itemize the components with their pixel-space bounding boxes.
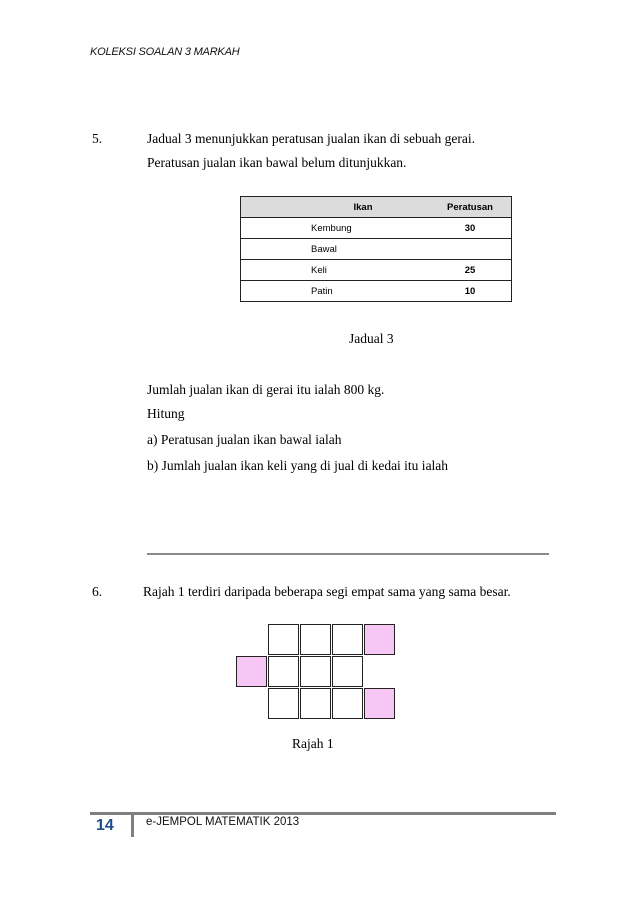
page-number: 14 [96,817,114,834]
grid-square [332,624,363,655]
table-cell-fish: Bawal [297,239,429,260]
question-5-line-2: Peratusan jualan ikan bawal belum ditunjukkan. [147,155,407,170]
table-row [241,218,512,239]
grid-square [332,656,363,687]
table-cell-fish: Keli [297,260,429,281]
table-cell-percentage: 10 [429,281,512,302]
table-row [241,260,512,281]
footer-text: e-JEMPOL MATEMATIK 2013 [146,816,300,828]
footer-rule [90,812,556,815]
grid-square-shaded [364,688,395,719]
table-cell-fish: Kembung [297,218,429,239]
table-cell-fish: Patin [297,281,429,302]
grid-square [300,688,331,719]
question-5-part-b: b) Jumlah jualan ikan keli yang di jual di kedai itu ialah [147,458,449,473]
question-6-line-1: Rajah 1 terdiri daripada beberapa segi empat sama yang sama besar. [143,584,511,599]
sales-percentage-table [240,196,512,302]
figure-caption: Rajah 1 [292,736,334,751]
table-header-spacer [241,197,298,218]
grid-square [268,624,299,655]
grid-square-shaded [236,656,267,687]
grid-square [268,656,299,687]
grid-square [300,656,331,687]
table-cell-percentage: 25 [429,260,512,281]
table-caption: Jadual 3 [349,331,394,346]
question-5-number: 5. [92,131,103,146]
table-header-ikan: Ikan [297,197,429,218]
table-row [241,239,512,260]
table-row [241,281,512,302]
table-cell-percentage [429,239,512,260]
question-5-body-2: Hitung [147,406,185,421]
question-6-number: 6. [92,584,103,599]
question-5-part-a: a) Peratusan jualan ikan bawal ialah [147,432,342,447]
grid-square [300,624,331,655]
footer-separator [131,815,134,837]
grid-square [332,688,363,719]
question-5-line-1: Jadual 3 menunjukkan peratusan jualan ikan di sebuah gerai. [147,131,476,146]
grid-square-shaded [364,624,395,655]
answer-divider [147,553,549,555]
running-header: KOLEKSI SOALAN 3 MARKAH [90,46,240,58]
grid-square [268,688,299,719]
table-header-row [241,197,512,218]
table-header-peratusan: Peratusan [429,197,512,218]
question-5-body-1: Jumlah jualan ikan di gerai itu ialah 800 kg. [147,382,385,397]
table-cell-percentage: 30 [429,218,512,239]
square-grid-figure [236,624,396,720]
